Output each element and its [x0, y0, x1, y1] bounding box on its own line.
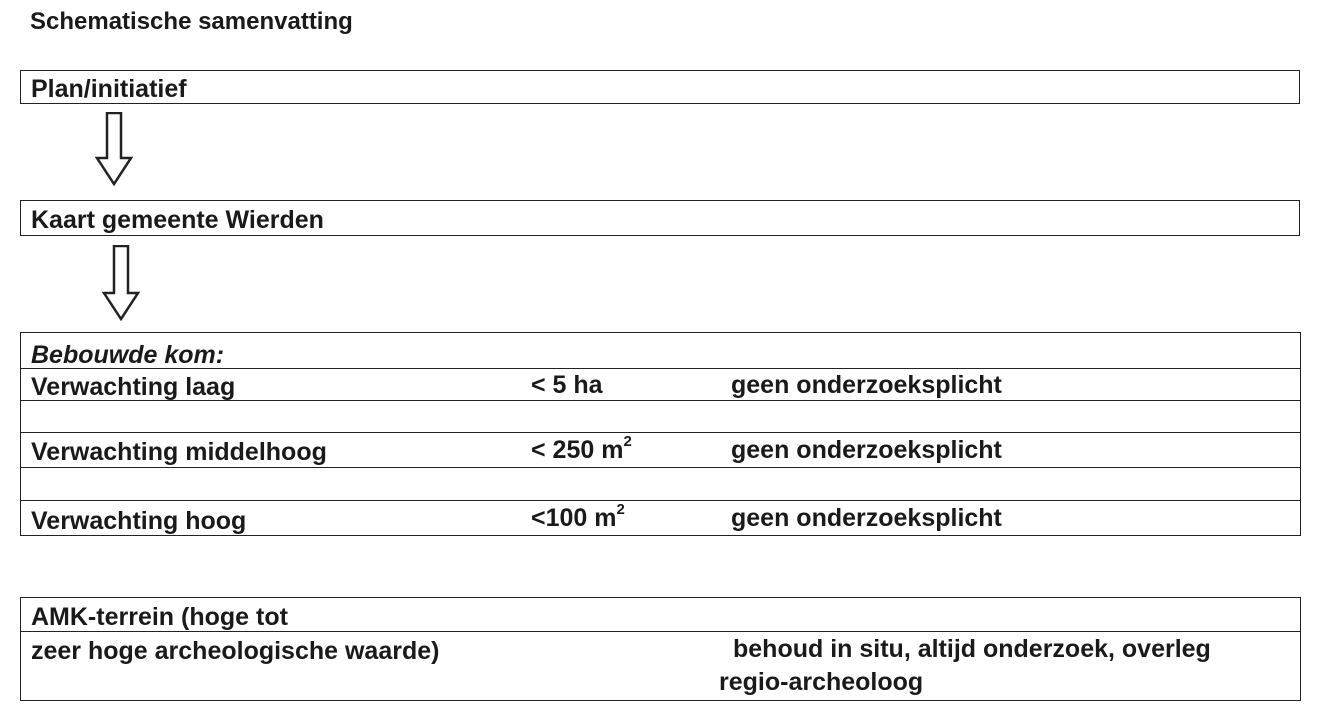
row-result: geen onderzoeksplicht: [731, 371, 1002, 399]
row-size: < 250 $m^2$: [531, 433, 632, 464]
row-result: geen onderzoeksplicht: [731, 504, 1002, 532]
page-title: Schematische samenvatting: [30, 8, 353, 35]
row-divider: [21, 467, 1300, 468]
kaart-label: Kaart gemeente Wierden: [31, 206, 324, 234]
row-divider: [21, 500, 1300, 501]
row-divider: [21, 368, 1300, 369]
row-result: geen onderzoeksplicht: [731, 436, 1002, 464]
row-label: Verwachting middelhoog: [31, 438, 327, 466]
amk-terrein-table: [20, 597, 1301, 701]
bebouwde-kom-table: [20, 332, 1301, 536]
down-arrow-icon: [102, 245, 140, 321]
row-divider: [21, 432, 1300, 433]
row-size: <100 $m^2$: [531, 501, 625, 532]
row-label: Verwachting hoog: [31, 507, 247, 535]
row-divider: [21, 400, 1300, 401]
plan-initiatief-label: Plan/initiatief: [31, 75, 187, 103]
plan-initiatief-box: [20, 70, 1300, 104]
row-size: < 5 ha: [531, 371, 603, 399]
down-arrow-icon: [95, 112, 133, 186]
amk-result-line2: regio-archeoloog: [719, 668, 924, 696]
amk-result-line1: behoud in situ, altijd onderzoek, overleg: [733, 635, 1211, 663]
row-divider: [21, 631, 1300, 632]
amk-label-line2: zeer hoge archeologische waarde): [31, 637, 440, 665]
kaart-box: [20, 200, 1300, 236]
bebouwde-kom-heading: Bebouwde kom:: [31, 341, 225, 369]
amk-label-line1: AMK-terrein (hoge tot: [31, 603, 288, 631]
row-label: Verwachting laag: [31, 373, 236, 401]
